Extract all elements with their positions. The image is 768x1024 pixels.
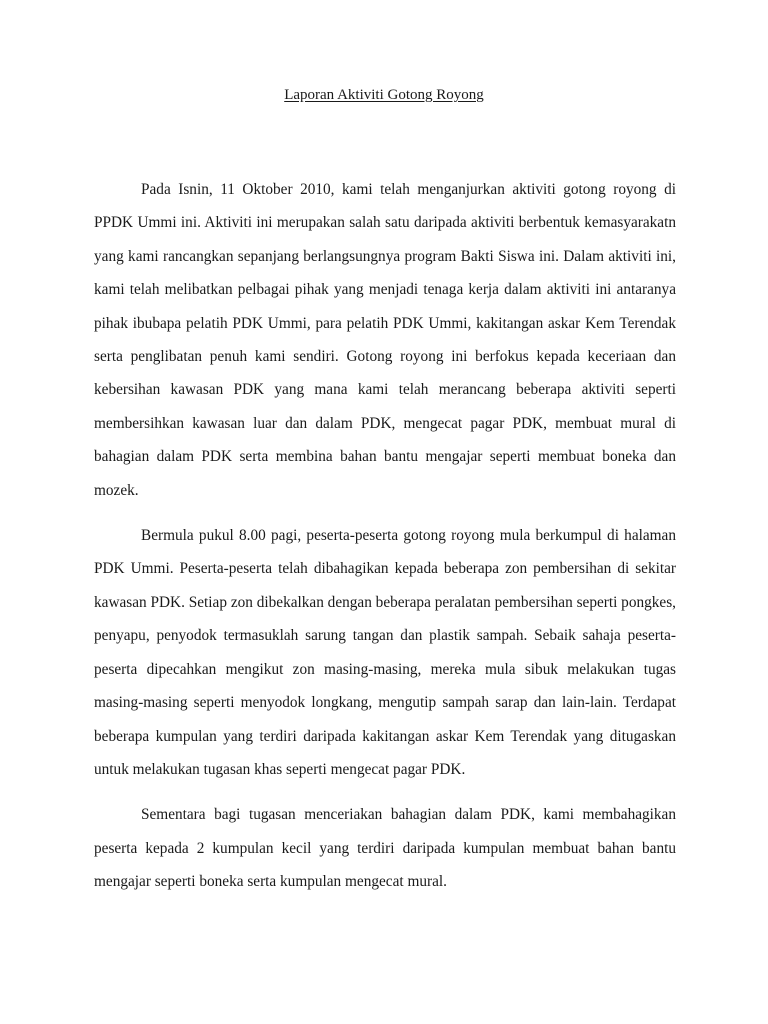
paragraph: Bermula pukul 8.00 pagi, peserta-peserta gotong royong mula berkumpul di halaman PDK Ummi. Peserta-peserta telah dibahagikan kepada beberapa zon pembersihan di sekitar kawasan PDK. Setiap zon dibekalkan dengan beberapa peralatan pembersihan seperti pongkes, penyapu, penyodok termasuklah sarung tangan dan plastik sampah. Sebaik sahaja peserta-peserta dipecahkan mengikut zon masing-masing, mereka mula sibuk melakukan tugas masing-masing seperti menyodok longkang, mengutip sampah sarap dan lain-lain. Terdapat beberapa kumpulan yang terdiri daripada kakitangan askar Kem Terendak yang ditugaskan untuk melakukan tugasan khas seperti mengecat pagar PDK.: [94, 527, 676, 778]
document-title: Laporan Aktiviti Gotong Royong: [284, 87, 484, 103]
document-body: [94, 173, 676, 899]
paragraph: Pada Isnin, 11 Oktober 2010, kami telah menganjurkan aktiviti gotong royong di PPDK Ummi ini. Aktiviti ini merupakan salah satu daripada aktiviti berbentuk kemasyarakatn yang kami rancangkan sepanjang berlangsungnya program Bakti Siswa ini. Dalam aktiviti ini, kami telah melibatkan pelbagai pihak yang menjadi tenaga kerja dalam aktiviti ini antaranya pihak ibubapa pelatih PDK Ummi, para pelatih PDK Ummi, kakitangan askar Kem Terendak serta penglibatan penuh kami sendiri. Gotong royong ini berfokus kepada keceriaan dan kebersihan kawasan PDK yang mana kami telah merancang beberapa aktiviti seperti membersihkan kawasan luar dan dalam PDK, mengecat pagar PDK, membuat mural di bahagian dalam PDK serta membina bahan bantu mengajar seperti membuat boneka dan mozek.: [94, 181, 676, 499]
paragraph: Sementara bagi tugasan menceriakan bahagian dalam PDK, kami membahagikan peserta kepada 2 kumpulan kecil yang terdiri daripada kumpulan membuat bahan bantu mengajar seperti boneka serta kumpulan mengecat mural.: [94, 806, 676, 891]
